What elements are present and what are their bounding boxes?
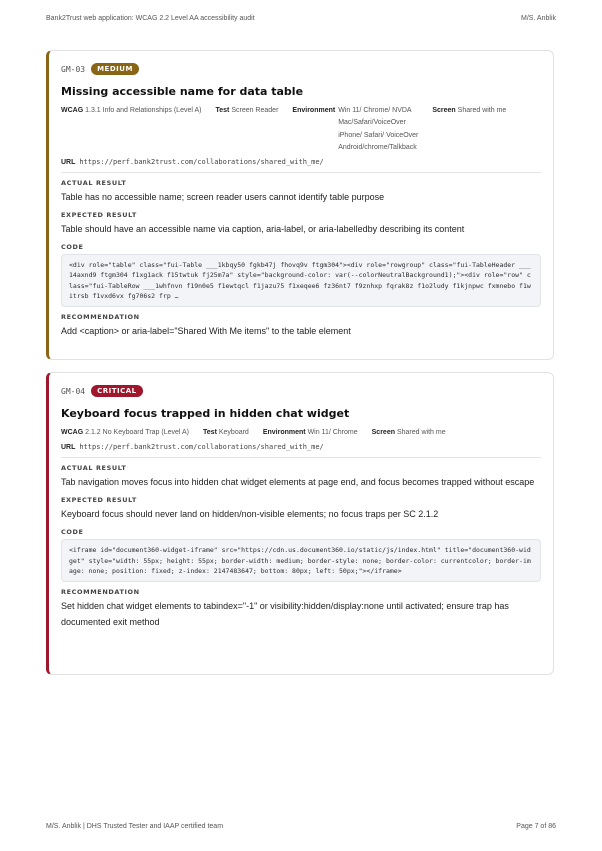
test-method (203, 427, 249, 439)
wcag-criterion (61, 105, 201, 154)
screen-name (372, 427, 446, 439)
environment-value: Win 11/ Chrome/ NVDA Mac/Safari/VoiceOver iPhone/ Safari/ VoiceOver Android/chrome/Talkback (338, 107, 419, 151)
auditor-name: M/S. Anblik (520, 15, 556, 22)
expected-result-text: Table should have an accessible name via caption, aria-label, or aria-labelledby describing its content (61, 224, 465, 235)
divider (61, 172, 541, 173)
wcag-value: 1.3.1 Info and Relationships (Level A) (85, 107, 202, 114)
actual-result-text: Tab navigation moves focus into hidden chat widget elements at page end, and focus becomes trapped without escape (61, 477, 535, 488)
code-label: CODE (61, 528, 84, 537)
wcag-criterion (61, 427, 189, 439)
page-footer (46, 823, 556, 835)
recommendation-label: RECOMMENDATION (61, 313, 140, 322)
wcag-label: WCAG (61, 429, 84, 436)
actual-result-label: ACTUAL RESULT (61, 179, 127, 188)
page-url: https://perf.bank2trust.com/collaborations/shared_with_me/ (79, 158, 324, 167)
expected-result-text: Keyboard focus should never land on hidden/non-visible elements; no focus traps per SC 2.1.2 (61, 509, 439, 520)
page-header (46, 15, 556, 27)
screen-value: Shared with me (396, 429, 446, 436)
issue-meta (61, 427, 541, 439)
code-snippet: <div role="table" class="fui-Table ___1kbqy50 fgkb47j fhovq9v ftgm304"><div role="rowgroup" class="fui-TableHeader ___14axnd9 ftgm304 f1xg1ack f15twtuk fj25m7a" style="background-color: var(--colorNeutralBackground1);"><div role="row" class="fui-TableRow ___1whfnvn f19n0e5 f1ewtqcl f1jazu75 f1xeqee6 fz36nt7 f9znhxp fqrak8z f1o2ludy f1kjnpwc fxmnebo f1witrsb f1vxd6vx fg706s2 frp … (61, 254, 541, 307)
expected-result-label: EXPECTED RESULT (61, 496, 137, 505)
issue-header (61, 60, 541, 78)
environment-label: Environment (292, 107, 336, 114)
environment (292, 105, 418, 154)
issue-card (46, 50, 554, 360)
test-label: Test (215, 107, 230, 114)
code-label: CODE (61, 243, 84, 252)
issue-id: GM-04 (61, 386, 86, 396)
actual-result-text: Table has no accessible name; screen reader users cannot identify table purpose (61, 192, 385, 203)
test-label: Test (203, 429, 217, 436)
severity-badge: CRITICAL (91, 385, 143, 397)
url-label: URL (61, 159, 76, 167)
team-credit: M/S. Anblik | DHS Trusted Tester and IAAP certified team (46, 823, 224, 830)
screen-name (432, 105, 506, 154)
recommendation-text: Set hidden chat widget elements to tabindex="-1" or visibility:hidden/display:none until activated; ensure trap has documented exit method (61, 601, 509, 628)
screen-label: Screen (371, 429, 395, 436)
actual-result-label: ACTUAL RESULT (61, 464, 127, 473)
url-line (61, 158, 541, 166)
url-label: URL (61, 444, 76, 452)
url-line (61, 443, 541, 451)
issue-title: Keyboard focus trapped in hidden chat widget (61, 407, 350, 420)
wcag-value: 2.1.2 No Keyboard Trap (Level A) (85, 429, 190, 436)
issue-meta (61, 105, 541, 154)
issue-card (46, 372, 554, 675)
recommendation-label: RECOMMENDATION (61, 588, 140, 597)
environment (263, 427, 358, 439)
wcag-label: WCAG (61, 107, 84, 114)
divider (61, 457, 541, 458)
environment-label: Environment (262, 429, 306, 436)
code-snippet: <iframe id="document360-widget-iframe" src="https://cdn.us.document360.io/static/js/index.html" title="document360-widget" style="width: 55px; height: 55px; border-width: medium; border-style: none; border-color: currentcolor; border-image: none; position: fixed; z-index: 2147483647; bottom: 80px; left: 50px;"></iframe> (61, 539, 541, 582)
expected-result-label: EXPECTED RESULT (61, 211, 137, 220)
test-value: Screen Reader (231, 107, 279, 114)
environment-value: Win 11/ Chrome (307, 429, 358, 436)
screen-label: Screen (432, 107, 456, 114)
recommendation-text: Add <caption> or aria-label="Shared With Me items" to the table element (61, 326, 351, 337)
test-method (215, 105, 278, 154)
issue-id: GM-03 (61, 64, 86, 74)
report-title: Bank2Trust web application: WCAG 2.2 Level AA accessibility audit (46, 15, 255, 22)
test-value: Keyboard (218, 429, 249, 436)
page-number: Page 7 of 86 (516, 823, 556, 830)
issue-title: Missing accessible name for data table (61, 85, 304, 98)
issue-header (61, 382, 541, 400)
severity-badge: MEDIUM (91, 63, 139, 75)
page-url: https://perf.bank2trust.com/collaborations/shared_with_me/ (79, 443, 324, 452)
screen-value: Shared with me (457, 107, 507, 114)
